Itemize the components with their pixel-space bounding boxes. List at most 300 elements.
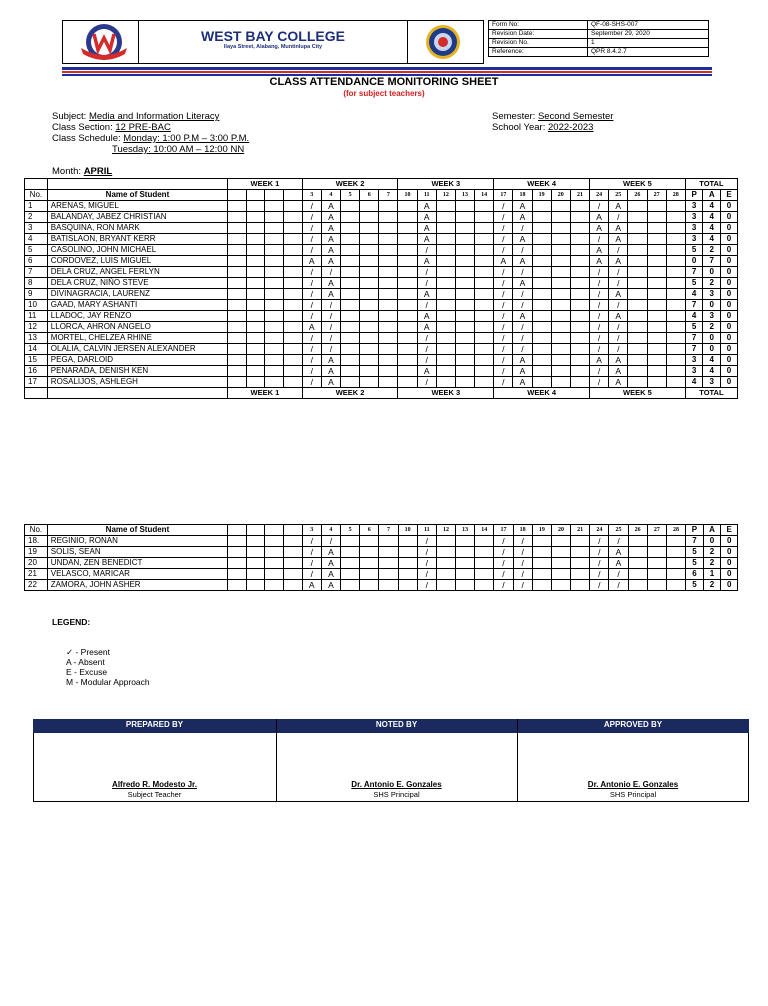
header-stripe xyxy=(62,67,712,70)
total-a: 3 xyxy=(703,289,721,300)
blank-cell xyxy=(228,322,247,333)
attendance-mark xyxy=(341,355,360,366)
blank-cell xyxy=(228,289,247,300)
attendance-mark xyxy=(647,278,666,289)
attendance-mark xyxy=(570,212,589,223)
month-value: APRIL xyxy=(83,166,113,177)
attendance-mark xyxy=(647,234,666,245)
blank-cell xyxy=(228,190,247,201)
total-a: 4 xyxy=(703,201,721,212)
attendance-mark xyxy=(666,344,685,355)
attendance-mark xyxy=(666,355,685,366)
attendance-mark xyxy=(341,536,360,547)
total-e: 0 xyxy=(721,300,738,311)
attendance-mark xyxy=(551,245,570,256)
attendance-mark xyxy=(532,377,551,388)
attendance-mark xyxy=(570,333,589,344)
attendance-mark: / xyxy=(321,300,340,311)
attendance-mark xyxy=(666,267,685,278)
table-row xyxy=(25,558,738,569)
attendance-mark: / xyxy=(302,278,321,289)
attendance-mark: / xyxy=(590,201,609,212)
attendance-mark xyxy=(647,333,666,344)
student-number: 7 xyxy=(25,267,48,278)
attendance-mark xyxy=(475,256,494,267)
blank-cell xyxy=(284,525,303,536)
attendance-mark xyxy=(475,322,494,333)
totals-header: A xyxy=(703,190,721,201)
total-a: 2 xyxy=(703,547,721,558)
attendance-mark xyxy=(571,569,590,580)
attendance-mark xyxy=(475,569,494,580)
total-p: 5 xyxy=(685,278,703,289)
attendance-mark xyxy=(475,547,494,558)
attendance-mark xyxy=(666,278,685,289)
attendance-mark xyxy=(647,256,666,267)
table-row xyxy=(25,212,738,223)
attendance-mark xyxy=(532,558,551,569)
attendance-mark: A xyxy=(417,256,436,267)
semester-value: Second Semester xyxy=(537,111,614,122)
attendance-mark xyxy=(436,267,455,278)
attendance-mark: / xyxy=(321,333,340,344)
attendance-mark: A xyxy=(609,289,628,300)
attendance-mark xyxy=(647,300,666,311)
attendance-mark xyxy=(570,311,589,322)
blank-cell xyxy=(265,201,284,212)
blank-cell xyxy=(265,547,284,558)
attendance-mark xyxy=(475,580,494,591)
attendance-mark xyxy=(341,344,360,355)
signatory-name: Alfredo R. Modesto Jr. xyxy=(112,780,197,789)
total-p: 3 xyxy=(685,201,703,212)
attendance-mark: / xyxy=(417,344,436,355)
attendance-mark: A xyxy=(417,201,436,212)
total-a: 0 xyxy=(703,300,721,311)
attendance-mark xyxy=(647,289,666,300)
attendance-mark xyxy=(666,569,685,580)
attendance-mark xyxy=(475,289,494,300)
attendance-mark xyxy=(360,245,379,256)
blank-cell xyxy=(228,366,247,377)
attendance-mark xyxy=(666,333,685,344)
table-row xyxy=(25,355,738,366)
attendance-mark: / xyxy=(302,201,321,212)
attendance-mark xyxy=(475,536,494,547)
attendance-mark xyxy=(341,580,360,591)
header-divider xyxy=(483,20,484,64)
total-a: 0 xyxy=(703,333,721,344)
attendance-mark xyxy=(551,223,570,234)
total-p: 7 xyxy=(685,300,703,311)
attendance-mark: A xyxy=(609,201,628,212)
attendance-mark xyxy=(666,322,685,333)
blank-cell xyxy=(228,525,247,536)
attendance-mark xyxy=(360,256,379,267)
attendance-mark: / xyxy=(513,536,532,547)
attendance-mark xyxy=(455,366,474,377)
blank-cell xyxy=(246,558,265,569)
signatory-name: Dr. Antonio E. Gonzales xyxy=(587,780,679,789)
attendance-mark xyxy=(456,547,475,558)
attendance-mark: / xyxy=(417,580,436,591)
attendance-mark xyxy=(436,366,455,377)
legend-item: ✓ - Present xyxy=(66,647,110,657)
attendance-mark: / xyxy=(494,558,513,569)
student-number: 21 xyxy=(25,569,48,580)
attendance-mark: / xyxy=(609,344,628,355)
attendance-mark xyxy=(475,234,494,245)
attendance-mark: A xyxy=(417,322,436,333)
total-e: 0 xyxy=(721,580,738,591)
attendance-mark xyxy=(379,289,398,300)
total-a: 3 xyxy=(703,311,721,322)
attendance-mark xyxy=(379,333,398,344)
form-info-value: QF-08-SHS-007 xyxy=(588,21,709,30)
attendance-mark: / xyxy=(494,267,513,278)
attendance-mark: / xyxy=(590,311,609,322)
blank-cell xyxy=(284,300,303,311)
total-a: 3 xyxy=(703,377,721,388)
attendance-mark: / xyxy=(513,547,532,558)
attendance-mark: / xyxy=(513,580,532,591)
attendance-mark xyxy=(666,201,685,212)
attendance-mark: A xyxy=(321,547,340,558)
attendance-mark xyxy=(551,536,570,547)
attendance-mark xyxy=(360,569,379,580)
blank-cell xyxy=(246,256,265,267)
attendance-mark xyxy=(436,344,455,355)
attendance-mark xyxy=(398,223,417,234)
blank-cell xyxy=(246,344,265,355)
day-header: 5 xyxy=(341,190,360,201)
attendance-mark: / xyxy=(494,344,513,355)
day-header: 11 xyxy=(417,190,436,201)
day-header: 24 xyxy=(590,525,609,536)
attendance-mark: / xyxy=(494,547,513,558)
attendance-mark: / xyxy=(590,300,609,311)
attendance-mark xyxy=(666,234,685,245)
blank-cell xyxy=(228,300,247,311)
signature-header: NOTED BY xyxy=(375,720,418,729)
blank-cell xyxy=(284,355,303,366)
attendance-mark xyxy=(398,366,417,377)
total-a: 1 xyxy=(703,569,721,580)
attendance-mark: / xyxy=(302,311,321,322)
attendance-mark: A xyxy=(417,289,436,300)
attendance-mark: / xyxy=(590,558,609,569)
attendance-mark xyxy=(551,311,570,322)
attendance-mark: A xyxy=(609,366,628,377)
attendance-mark xyxy=(628,547,647,558)
attendance-mark: A xyxy=(513,212,532,223)
blank-cell xyxy=(284,223,303,234)
attendance-mark xyxy=(360,547,379,558)
month-info xyxy=(52,166,112,177)
attendance-mark: A xyxy=(494,256,513,267)
blank-cell xyxy=(228,256,247,267)
attendance-mark: / xyxy=(609,212,628,223)
table-row xyxy=(25,344,738,355)
student-number: 17 xyxy=(25,377,48,388)
attendance-mark: / xyxy=(302,267,321,278)
attendance-mark xyxy=(475,311,494,322)
year-value: 2022-2023 xyxy=(548,122,594,133)
attendance-mark: A xyxy=(513,234,532,245)
attendance-mark xyxy=(475,344,494,355)
attendance-mark: / xyxy=(494,355,513,366)
total-a: 2 xyxy=(703,278,721,289)
attendance-mark: / xyxy=(302,558,321,569)
attendance-mark xyxy=(570,278,589,289)
student-name: BATISLAON, BRYANT KERR xyxy=(47,234,227,245)
no-header: No. xyxy=(25,525,48,536)
day-header: 10 xyxy=(398,190,417,201)
attendance-mark: A xyxy=(321,256,340,267)
attendance-mark xyxy=(436,311,455,322)
attendance-mark xyxy=(666,547,685,558)
blank-cell xyxy=(246,355,265,366)
student-name: BASQUINA, RON MARK xyxy=(47,223,227,234)
attendance-mark xyxy=(628,322,647,333)
attendance-mark xyxy=(571,580,590,591)
total-e: 0 xyxy=(721,289,738,300)
student-name: VELASCO, MARICAR xyxy=(47,569,227,580)
attendance-mark: A xyxy=(609,558,628,569)
attendance-mark: / xyxy=(417,245,436,256)
schedule-label: Class Schedule: xyxy=(52,133,121,144)
table-row xyxy=(25,547,738,558)
page-title: CLASS ATTENDANCE MONITORING SHEET xyxy=(269,76,499,88)
attendance-mark: A xyxy=(417,311,436,322)
attendance-mark xyxy=(628,300,647,311)
total-e: 0 xyxy=(721,245,738,256)
attendance-mark: A xyxy=(321,366,340,377)
attendance-mark: A xyxy=(321,377,340,388)
form-info-value: September 29, 2020 xyxy=(588,30,709,39)
student-number: 6 xyxy=(25,256,48,267)
attendance-mark xyxy=(360,300,379,311)
attendance-mark xyxy=(398,547,417,558)
attendance-mark xyxy=(455,278,474,289)
attendance-mark xyxy=(532,580,551,591)
student-name: LLORCA, AHRON ANGELO xyxy=(47,322,227,333)
attendance-mark xyxy=(551,289,570,300)
attendance-mark: / xyxy=(494,580,513,591)
attendance-mark xyxy=(532,212,551,223)
table-row xyxy=(25,377,738,388)
form-info-row xyxy=(489,39,709,48)
attendance-mark: / xyxy=(494,212,513,223)
day-header: 13 xyxy=(456,525,475,536)
day-header: 6 xyxy=(360,525,379,536)
attendance-mark: / xyxy=(417,333,436,344)
semester-label: Semester: xyxy=(492,111,536,122)
week-header: WEEK 3 xyxy=(398,179,494,190)
attendance-mark: / xyxy=(321,344,340,355)
attendance-mark: / xyxy=(609,267,628,278)
attendance-mark: / xyxy=(494,300,513,311)
attendance-mark xyxy=(455,212,474,223)
blank-cell xyxy=(246,580,265,591)
attendance-mark xyxy=(341,201,360,212)
attendance-mark xyxy=(647,355,666,366)
attendance-mark: / xyxy=(590,278,609,289)
attendance-mark xyxy=(455,377,474,388)
student-number: 5 xyxy=(25,245,48,256)
attendance-mark xyxy=(532,322,551,333)
student-name: CASOLINO, JOHN MICHAEL xyxy=(47,245,227,256)
attendance-mark xyxy=(360,558,379,569)
totals-header: A xyxy=(703,525,721,536)
attendance-mark: / xyxy=(590,234,609,245)
attendance-mark xyxy=(398,289,417,300)
blank-cell xyxy=(284,289,303,300)
signatory-role: SHS Principal xyxy=(609,790,657,799)
form-info-row xyxy=(489,48,709,57)
total-p: 5 xyxy=(685,245,703,256)
day-header: 21 xyxy=(571,525,590,536)
total-p: 6 xyxy=(686,569,704,580)
attendance-mark xyxy=(532,223,551,234)
attendance-mark xyxy=(398,256,417,267)
blank-cell xyxy=(246,300,265,311)
attendance-mark xyxy=(379,267,398,278)
attendance-mark: / xyxy=(494,377,513,388)
attendance-mark xyxy=(341,300,360,311)
student-number: 8 xyxy=(25,278,48,289)
attendance-mark xyxy=(475,245,494,256)
total-a: 4 xyxy=(703,355,721,366)
attendance-mark xyxy=(436,223,455,234)
week-header: WEEK 4 xyxy=(494,179,590,190)
week-header: WEEK 4 xyxy=(494,388,590,399)
attendance-mark xyxy=(379,547,398,558)
blank-cell xyxy=(246,245,265,256)
attendance-mark: / xyxy=(302,536,321,547)
blank-cell xyxy=(284,580,303,591)
week-header-row xyxy=(25,388,738,399)
student-name: PEGA, DARLOID xyxy=(47,355,227,366)
attendance-mark xyxy=(360,234,379,245)
attendance-mark: A xyxy=(609,234,628,245)
attendance-mark xyxy=(341,322,360,333)
day-header: 20 xyxy=(551,190,570,201)
day-header: 28 xyxy=(666,525,685,536)
total-header: TOTAL xyxy=(685,179,737,190)
attendance-mark xyxy=(456,558,475,569)
attendance-mark: / xyxy=(302,547,321,558)
attendance-mark xyxy=(436,234,455,245)
attendance-mark xyxy=(360,344,379,355)
attendance-mark xyxy=(532,256,551,267)
attendance-mark xyxy=(628,333,647,344)
attendance-mark xyxy=(532,344,551,355)
attendance-mark xyxy=(398,377,417,388)
blank-cell xyxy=(246,377,265,388)
blank-cell xyxy=(284,322,303,333)
attendance-mark xyxy=(570,377,589,388)
blank-cell xyxy=(265,311,284,322)
day-header: 25 xyxy=(609,525,628,536)
attendance-mark: / xyxy=(494,311,513,322)
form-info-table xyxy=(488,20,709,57)
attendance-mark xyxy=(436,245,455,256)
totals-header: P xyxy=(686,525,704,536)
form-info-key: Reference: xyxy=(489,48,588,57)
blank-cell xyxy=(284,569,303,580)
week-header: WEEK 1 xyxy=(228,179,303,190)
blank-cell xyxy=(246,212,265,223)
attendance-mark xyxy=(551,558,570,569)
student-number: 2 xyxy=(25,212,48,223)
attendance-mark: A xyxy=(590,212,609,223)
total-a: 4 xyxy=(703,234,721,245)
week-header: WEEK 2 xyxy=(302,179,398,190)
attendance-mark xyxy=(455,223,474,234)
attendance-mark: A xyxy=(321,289,340,300)
attendance-mark xyxy=(360,278,379,289)
attendance-mark: / xyxy=(417,377,436,388)
attendance-mark: / xyxy=(590,289,609,300)
attendance-mark xyxy=(475,558,494,569)
attendance-mark: / xyxy=(321,322,340,333)
student-name: GAAD, MARY ASHANTI xyxy=(47,300,227,311)
blank-cell xyxy=(246,536,265,547)
attendance-mark xyxy=(436,278,455,289)
student-number: 14 xyxy=(25,344,48,355)
attendance-mark xyxy=(647,212,666,223)
attendance-mark xyxy=(551,267,570,278)
form-info-value: 1 xyxy=(588,39,709,48)
attendance-mark xyxy=(456,536,475,547)
attendance-mark xyxy=(532,300,551,311)
attendance-mark xyxy=(360,366,379,377)
blank-cell xyxy=(228,278,247,289)
attendance-mark: / xyxy=(321,311,340,322)
attendance-mark xyxy=(360,212,379,223)
blank-cell xyxy=(265,212,284,223)
attendance-mark: / xyxy=(302,245,321,256)
attendance-mark xyxy=(398,278,417,289)
attendance-mark xyxy=(551,344,570,355)
total-e: 0 xyxy=(721,223,738,234)
blank-cell xyxy=(228,333,247,344)
table-row xyxy=(25,366,738,377)
attendance-mark: / xyxy=(417,569,436,580)
form-info-row xyxy=(489,30,709,39)
table-row xyxy=(25,300,738,311)
signatory-role: SHS Principal xyxy=(373,790,420,799)
attendance-mark xyxy=(398,234,417,245)
attendance-mark xyxy=(666,580,685,591)
attendance-mark: A xyxy=(513,355,532,366)
attendance-mark: / xyxy=(494,289,513,300)
attendance-mark xyxy=(455,311,474,322)
blank-cell xyxy=(228,245,247,256)
attendance-mark xyxy=(455,289,474,300)
attendance-mark: / xyxy=(417,558,436,569)
student-name: UNDAN, ZEN BENEDICT xyxy=(47,558,227,569)
blank-cell xyxy=(265,256,284,267)
attendance-mark xyxy=(398,569,417,580)
west-bay-college-seal-icon xyxy=(76,22,132,62)
attendance-mark xyxy=(436,256,455,267)
schedule-value-1: Monday: 1:00 P.M – 3:00 P.M. xyxy=(123,133,250,144)
blank-cell xyxy=(228,569,247,580)
table-row xyxy=(25,536,738,547)
attendance-mark xyxy=(666,366,685,377)
